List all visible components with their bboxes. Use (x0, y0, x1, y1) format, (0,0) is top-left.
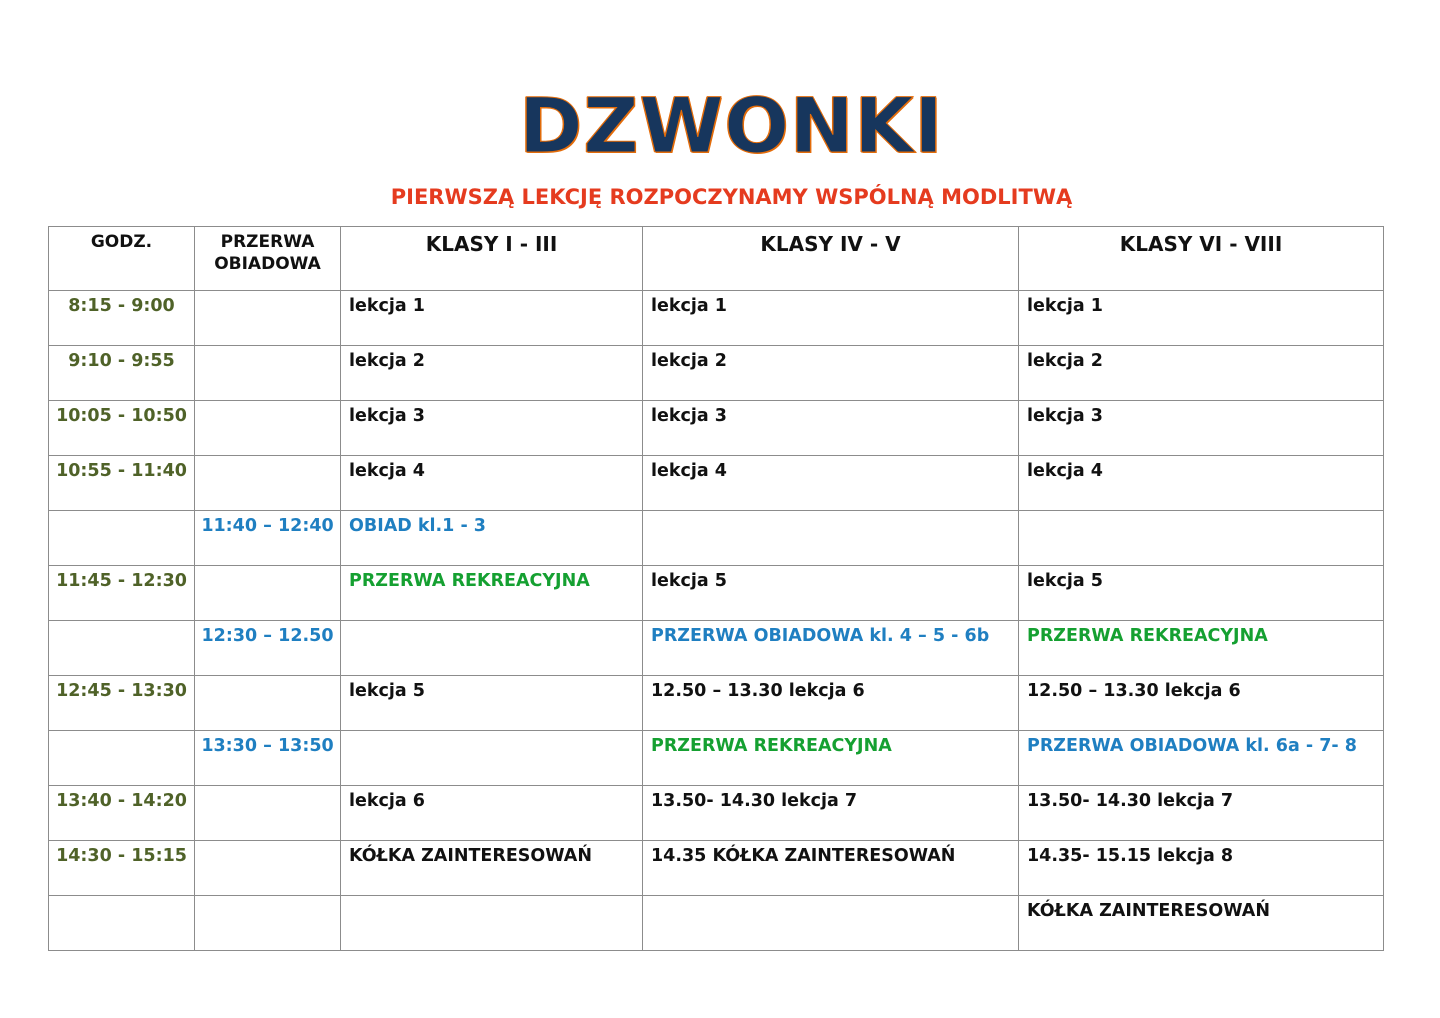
table-row (49, 896, 1384, 951)
cell-classes-4-5: PRZERWA OBIADOWA kl. 4 – 5 - 6b (643, 621, 1019, 676)
cell-classes-6-8: lekcja 2 (1019, 346, 1384, 401)
cell-classes-4-5: 14.35 KÓŁKA ZAINTERESOWAŃ (643, 841, 1019, 896)
cell-classes-6-8: KÓŁKA ZAINTERESOWAŃ (1019, 896, 1384, 951)
page-title: DZWONKI (519, 81, 944, 170)
cell-classes-6-8: lekcja 3 (1019, 401, 1384, 456)
cell-time (49, 731, 195, 786)
cell-lunch-break (195, 291, 341, 346)
header-lunch-break (195, 227, 341, 291)
cell-lunch-break (195, 786, 341, 841)
cell-lunch-break (195, 896, 341, 951)
cell-classes-1-3: OBIAD kl.1 - 3 (341, 511, 643, 566)
cell-classes-6-8: lekcja 4 (1019, 456, 1384, 511)
table-row (49, 786, 1384, 841)
cell-classes-4-5 (643, 896, 1019, 951)
header-classes-1-3: KLASY I - III (341, 227, 643, 291)
table-row (49, 841, 1384, 896)
cell-classes-4-5: lekcja 3 (643, 401, 1019, 456)
cell-time: 13:40 - 14:20 (49, 786, 195, 841)
header-lunch-line1: PRZERWA (220, 232, 315, 252)
header-lunch-line2: OBIADOWA (214, 254, 321, 274)
cell-classes-1-3: lekcja 3 (341, 401, 643, 456)
cell-time: 8:15 - 9:00 (49, 291, 195, 346)
table-row (49, 621, 1384, 676)
cell-classes-4-5: lekcja 1 (643, 291, 1019, 346)
cell-lunch-break (195, 456, 341, 511)
cell-classes-4-5: 12.50 – 13.30 lekcja 6 (643, 676, 1019, 731)
schedule-body (49, 227, 1384, 951)
cell-classes-1-3: PRZERWA REKREACYJNA (341, 566, 643, 621)
cell-lunch-break (195, 841, 341, 896)
cell-time: 14:30 - 15:15 (49, 841, 195, 896)
cell-classes-1-3: KÓŁKA ZAINTERESOWAŃ (341, 841, 643, 896)
cell-classes-6-8: PRZERWA REKREACYJNA (1019, 621, 1384, 676)
cell-classes-1-3: lekcja 2 (341, 346, 643, 401)
cell-classes-1-3: lekcja 6 (341, 786, 643, 841)
cell-time: 10:55 - 11:40 (49, 456, 195, 511)
cell-classes-1-3: lekcja 5 (341, 676, 643, 731)
cell-classes-1-3 (341, 731, 643, 786)
cell-classes-4-5: lekcja 2 (643, 346, 1019, 401)
cell-time: 11:45 - 12:30 (49, 566, 195, 621)
page-subtitle: PIERWSZĄ LEKCJĘ ROZPOCZYNAMY WSPÓLNĄ MODLITWĄ (390, 185, 1073, 209)
cell-classes-6-8: lekcja 5 (1019, 566, 1384, 621)
table-row (49, 731, 1384, 786)
cell-lunch-break: 13:30 – 13:50 (195, 731, 341, 786)
header-time-label: GODZ. (90, 232, 153, 252)
cell-classes-1-3 (341, 621, 643, 676)
cell-classes-6-8: 14.35- 15.15 lekcja 8 (1019, 841, 1384, 896)
table-row (49, 291, 1384, 346)
cell-lunch-break (195, 346, 341, 401)
header-classes-6-8: KLASY VI - VIII (1019, 227, 1384, 291)
cell-time (49, 621, 195, 676)
cell-classes-6-8 (1019, 511, 1384, 566)
cell-lunch-break (195, 401, 341, 456)
bell-schedule-table (48, 226, 1384, 951)
cell-lunch-break (195, 676, 341, 731)
cell-lunch-break (195, 566, 341, 621)
table-row (49, 346, 1384, 401)
header-time (49, 227, 195, 291)
table-row (49, 456, 1384, 511)
table-row (49, 566, 1384, 621)
table-row (49, 511, 1384, 566)
cell-classes-1-3: lekcja 4 (341, 456, 643, 511)
cell-classes-6-8: lekcja 1 (1019, 291, 1384, 346)
table-row (49, 676, 1384, 731)
cell-classes-1-3: lekcja 1 (341, 291, 643, 346)
header-classes-4-5: KLASY IV - V (643, 227, 1019, 291)
cell-lunch-break: 12:30 – 12.50 (195, 621, 341, 676)
cell-time (49, 511, 195, 566)
cell-classes-4-5: lekcja 5 (643, 566, 1019, 621)
cell-classes-4-5: 13.50- 14.30 lekcja 7 (643, 786, 1019, 841)
cell-lunch-break: 11:40 – 12:40 (195, 511, 341, 566)
table-header-row (49, 227, 1384, 291)
table-row (49, 401, 1384, 456)
cell-time: 10:05 - 10:50 (49, 401, 195, 456)
cell-classes-4-5: lekcja 4 (643, 456, 1019, 511)
cell-time: 9:10 - 9:55 (49, 346, 195, 401)
cell-classes-6-8: 13.50- 14.30 lekcja 7 (1019, 786, 1384, 841)
cell-classes-1-3 (341, 896, 643, 951)
cell-classes-4-5 (643, 511, 1019, 566)
cell-time: 12:45 - 13:30 (49, 676, 195, 731)
cell-classes-4-5: PRZERWA REKREACYJNA (643, 731, 1019, 786)
cell-classes-6-8: PRZERWA OBIADOWA kl. 6a - 7- 8 (1019, 731, 1384, 786)
cell-time (49, 896, 195, 951)
cell-classes-6-8: 12.50 – 13.30 lekcja 6 (1019, 676, 1384, 731)
